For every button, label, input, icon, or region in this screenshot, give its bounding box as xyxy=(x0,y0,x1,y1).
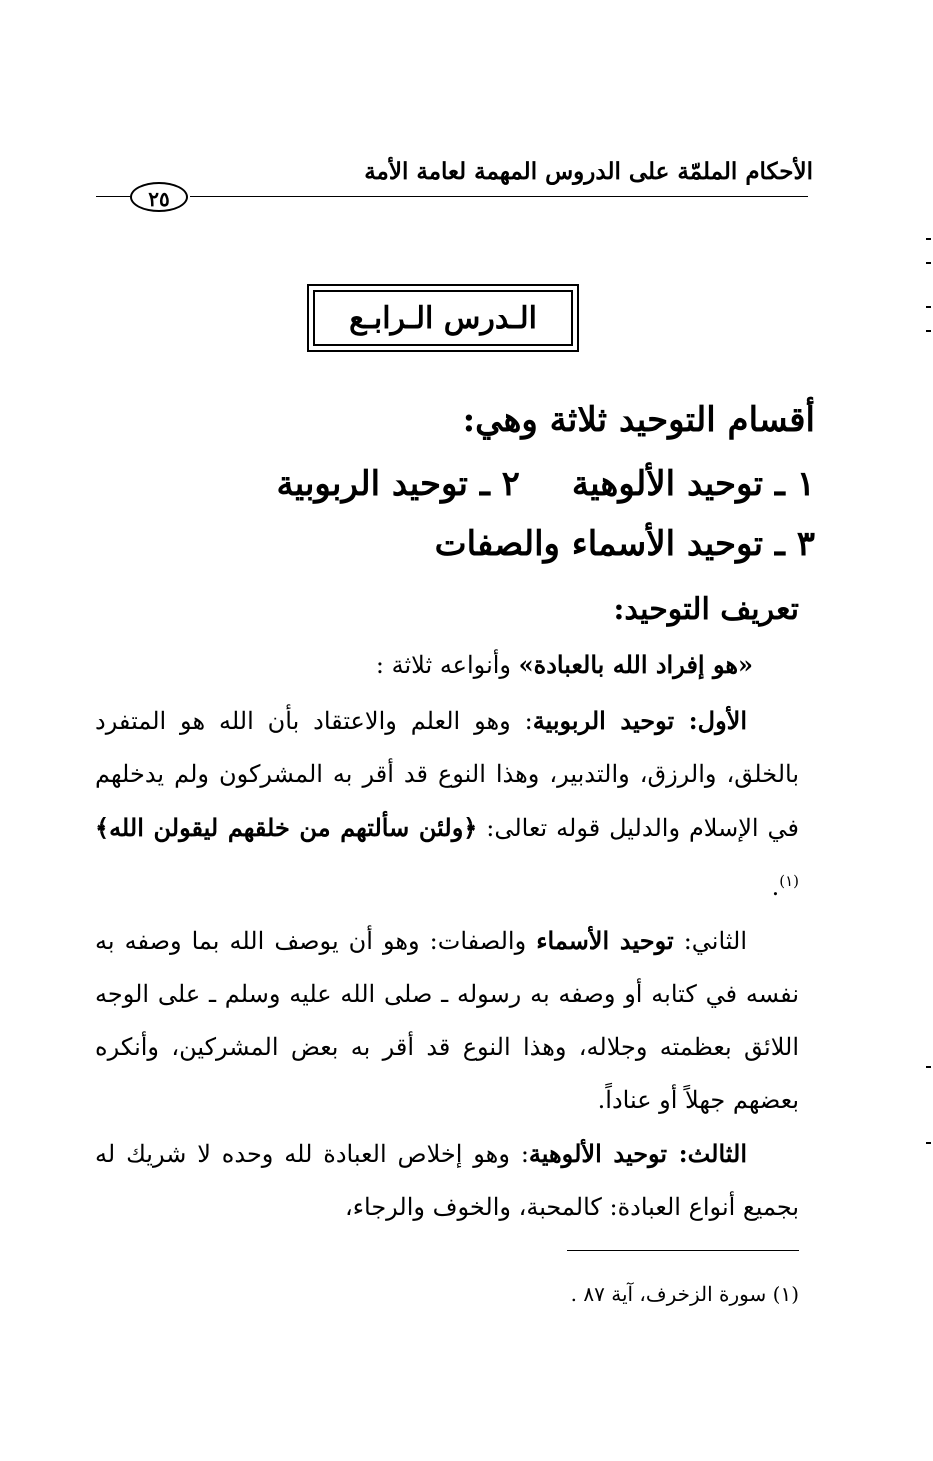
second-label-a: الثاني: xyxy=(673,927,748,955)
scan-edge-mark xyxy=(926,1142,931,1144)
lesson-title: الـدرس الـرابـع xyxy=(313,290,573,346)
divisions-heading: أقسام التوحيد ثلاثة وهي: xyxy=(462,400,815,440)
scan-edge-mark xyxy=(926,306,931,308)
definition-heading: تعريف التوحيد: xyxy=(613,592,799,627)
page-number: ٢٥ xyxy=(130,182,188,212)
header-rule-left xyxy=(96,196,130,197)
footnote-ref: (١) xyxy=(779,872,799,890)
footnote-rule xyxy=(567,1250,799,1251)
second-text: والصفات: وهو أن يوصف الله بما وصفه به نفسه في كتابه أو وصفه به رسوله ـ صلى الله عليه وسلم ـ على الوجه اللائق بعظمته وجلاله، وهذا النوع قد أقر به بعض المشركين، وأنكره بعضهم جهلاً أو عناداً. xyxy=(95,927,799,1114)
first-label: الأول: توحيد الربوبية xyxy=(532,706,748,735)
division-item-2: ٢ ـ توحيد الربوبية xyxy=(276,464,520,504)
header-rule xyxy=(190,196,808,197)
definition-quote: «هو إفراد الله بالعبادة» xyxy=(518,650,753,679)
paragraph-first xyxy=(95,694,799,914)
third-label: الثالث: توحيد الألوهية xyxy=(528,1139,747,1168)
definition-rest: وأنواعه ثلاثة : xyxy=(375,651,519,679)
first-end: . xyxy=(771,873,780,901)
scan-edge-mark xyxy=(926,330,931,332)
second-label-b: توحيد الأسماء xyxy=(536,926,674,955)
paragraph-second xyxy=(95,914,799,1127)
body-text xyxy=(95,694,799,1234)
division-item-3: ٣ ـ توحيد الأسماء والصفات xyxy=(434,524,815,564)
scan-edge-mark xyxy=(926,262,931,264)
scan-edge-mark xyxy=(926,1066,931,1068)
lesson-title-box xyxy=(307,284,579,352)
scan-edge-mark xyxy=(926,238,931,240)
paragraph-third xyxy=(95,1127,799,1234)
footnote: (١) سورة الزخرف، آية ٨٧ . xyxy=(570,1282,799,1306)
first-verse: ﴿ولئن سألتهم من خلقهم ليقولن الله﴾ xyxy=(95,813,478,842)
third-text: : وهو إخلاص العبادة لله وحده لا شريك له بجميع أنواع العبادة: كالمحبة، والخوف والرجاء، xyxy=(95,1140,799,1221)
running-header-title: الأحكام الملمّة على الدروس المهمة لعامة الأمة xyxy=(364,158,813,185)
first-text: : وهو العلم والاعتقاد بأن الله هو المتفرد بالخلق، والرزق، والتدبير، وهذا النوع قد أقر به المشركون ولم يدخلهم في الإسلام والدليل قوله تعالى: xyxy=(95,707,799,842)
divisions-row xyxy=(135,464,815,504)
definition-line xyxy=(193,650,753,679)
division-item-1: ١ ـ توحيد الألوهية xyxy=(571,464,815,504)
